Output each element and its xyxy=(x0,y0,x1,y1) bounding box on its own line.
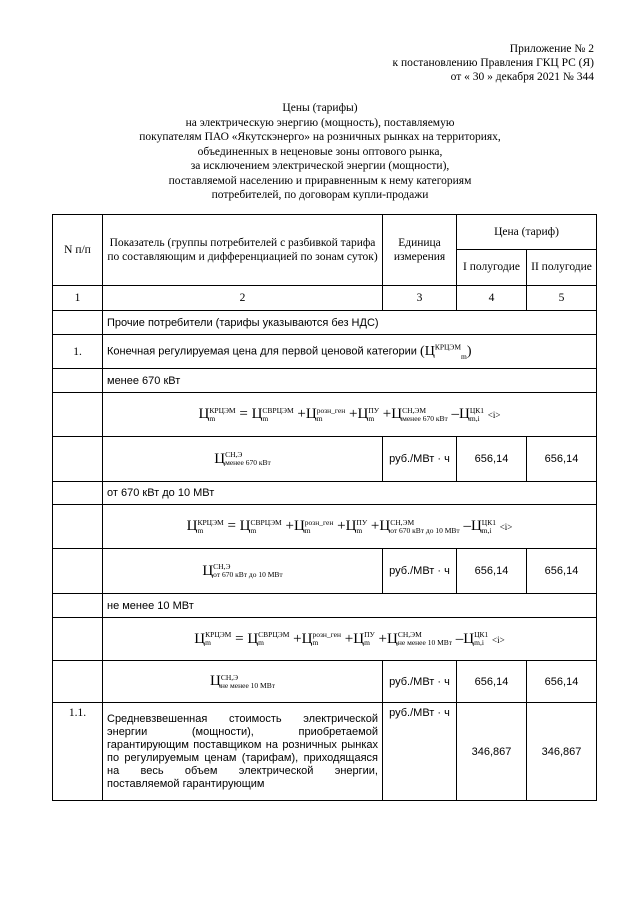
header-unit: Единица измерения xyxy=(383,215,457,286)
price-h2: 346,867 xyxy=(527,703,597,801)
price-formula: Ц КРЦЭМ m = Ц СВРЦЭМ m +Ц розн_ген m +Ц ПУ m +Ц СН,ЭМ от 670 кВт до 10 МВт –Ц ЦК1 m,i <i> xyxy=(103,505,597,549)
header-half-2: II полугодие xyxy=(527,250,597,286)
price-h1: 656,14 xyxy=(457,661,527,703)
row11-description: Средневзвешенная стоимость электрической энергии (мощности), приобретаемой гарантирующим поставщиком на розничных рынках по регулируемым ценам (тарифам), приходящаяся на весь объем электрической энергии, поставляемой гарантирующим xyxy=(103,703,383,801)
appendix-header xyxy=(393,42,595,84)
row1-label: Конечная регулируемая цена для первой ценовой категории $(Ц^{КРЦЭМ}_m)$ xyxy=(103,335,597,369)
title-line: Цены (тарифы) xyxy=(282,102,358,114)
price-h1: 656,14 xyxy=(457,549,527,594)
price-h2: 656,14 xyxy=(527,437,597,482)
price-formula: Ц КРЦЭМ m = Ц СВРЦЭМ m +Ц розн_ген m +Ц ПУ m +Ц СН,ЭМ менее 670 кВт –Ц ЦК1 m,i <i> xyxy=(103,393,597,437)
sn-component: Ц СН,Э от 670 кВт до 10 МВт xyxy=(103,549,383,594)
empty-cell xyxy=(53,311,103,335)
appendix-line-3: от « 30 » декабря 2021 № 344 xyxy=(450,71,594,83)
unit-cell: руб./МВт · ч xyxy=(383,661,457,703)
unit-cell: руб./МВт · ч xyxy=(383,549,457,594)
section-label: Прочие потребители (тарифы указываются без НДС) xyxy=(103,311,597,335)
empty-cell xyxy=(53,594,103,618)
title-line: на электрическую энергию (мощность), поставляемую xyxy=(185,116,455,129)
row-num: 1. xyxy=(53,335,103,369)
price-formula: Ц КРЦЭМ m = Ц СВРЦЭМ m +Ц розн_ген m +Ц ПУ m +Ц СН,ЭМ не менее 10 МВт –Ц ЦК1 m,i <i> xyxy=(103,618,597,661)
empty-cell xyxy=(53,661,103,703)
empty-cell xyxy=(53,437,103,482)
empty-cell xyxy=(53,618,103,661)
appendix-line-1: Приложение № 2 xyxy=(509,43,594,55)
group-label: не менее 10 МВт xyxy=(103,594,597,618)
empty-cell xyxy=(53,505,103,549)
document-title xyxy=(0,101,640,203)
price-h1: 346,867 xyxy=(457,703,527,801)
unit-cell: руб./МВт · ч xyxy=(383,703,457,801)
header-num: N п/п xyxy=(53,215,103,286)
row1-symbol: $(Ц^{КРЦЭМ}_m)$ xyxy=(420,342,472,361)
title-line: объединенных в неценовые зоны оптового рынка, xyxy=(197,145,443,158)
empty-cell xyxy=(53,482,103,505)
col-number: 4 xyxy=(457,286,527,311)
sn-component: Ц СН,Э менее 670 кВт xyxy=(103,437,383,482)
header-half-1: I полугодие xyxy=(457,250,527,286)
price-h2: 656,14 xyxy=(527,661,597,703)
row-num: 1.1. xyxy=(53,703,103,801)
title-line: покупателям ПАО «Якутскэнерго» на розничных рынках на территориях, xyxy=(139,131,501,143)
col-number: 1 xyxy=(53,286,103,311)
group-label: от 670 кВт до 10 МВт xyxy=(103,482,597,505)
header-price: Цена (тариф) xyxy=(457,215,597,250)
col-number: 3 xyxy=(383,286,457,311)
appendix-line-2: к постановлению Правления ГКЦ РС (Я) xyxy=(392,57,594,69)
sn-component: Ц СН,Э не менее 10 МВт xyxy=(103,661,383,703)
col-number: 5 xyxy=(527,286,597,311)
empty-cell xyxy=(53,549,103,594)
col-number: 2 xyxy=(103,286,383,311)
unit-cell: руб./МВт · ч xyxy=(383,437,457,482)
empty-cell xyxy=(53,369,103,393)
title-line: потребителей, по договорам купли-продажи xyxy=(211,189,429,201)
tariff-table xyxy=(52,214,597,801)
price-h1: 656,14 xyxy=(457,437,527,482)
header-indicator: Показатель (группы потребителей с разбивкой тарифа по составляющим и дифференциацией по зонам суток) xyxy=(103,215,383,286)
price-h2: 656,14 xyxy=(527,549,597,594)
empty-cell xyxy=(53,393,103,437)
group-label: менее 670 кВт xyxy=(103,369,597,393)
title-line: за исключением электрической энергии (мощности), xyxy=(190,160,450,172)
title-line: поставляемой населению и приравненным к нему категориям xyxy=(168,174,472,187)
